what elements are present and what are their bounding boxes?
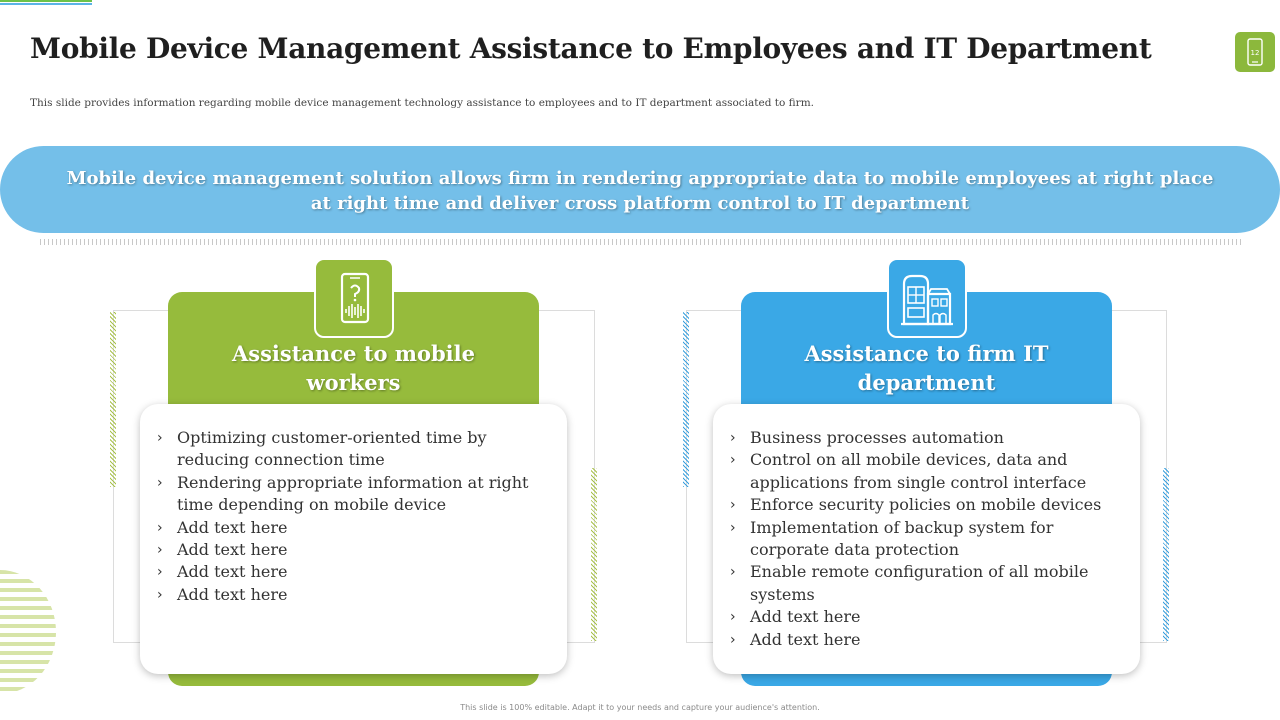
slide-title: Mobile Device Management Assistance to Employees and IT Department [30,32,1152,65]
accent-stripe-green [0,0,92,2]
list-item-text: Implementation of backup system for corporate data protection [750,517,1054,560]
banner-line-1: Mobile device management solution allows firm in rendering appropriate data to mobile employees at right place [66,168,1214,189]
icon-box-right [887,258,967,338]
list-item-text: Enforce security policies on mobile devices [750,495,1102,515]
list-item-text: Add text here [750,629,861,649]
hatch-accent [591,468,597,641]
footer-note: This slide is 100% editable. Adapt it to your needs and capture your audience's attention. [460,703,820,712]
list-item [730,629,1125,651]
striped-circle-decoration [0,570,56,694]
list-item [157,517,552,539]
summary-banner-text [60,166,1220,216]
list-item-text: Add text here [177,517,288,537]
list-item [157,427,552,472]
heading-line-2: department [857,370,996,395]
page-badge [1235,32,1275,72]
banner-line-2: at right time and deliver cross platform control to IT department [310,193,970,214]
list-item-text: Add text here [177,584,288,604]
chevron-right-icon: › [730,497,736,514]
top-accent-stripes [0,0,92,6]
list-item [157,561,552,583]
list-item [730,606,1125,628]
list-item-text: Add text here [177,540,288,560]
chevron-right-icon: › [730,452,736,469]
list-item [157,584,552,606]
list-item-text: Optimizing customer-oriented time by reducing connection time [177,428,487,470]
hatch-accent [1163,468,1169,641]
chevron-right-icon: › [157,430,163,446]
list-item [730,449,1125,494]
hatch-accent [110,312,116,487]
chevron-right-icon: › [730,430,736,446]
card-heading-it-department [741,339,1112,397]
list-item-text: Business processes automation [750,428,1004,447]
hatch-accent [683,312,689,487]
icon-box-left [314,258,394,338]
smartphone-voice-icon [316,260,392,336]
dashed-divider [40,239,1242,245]
chevron-right-icon: › [730,519,736,536]
list-item-text: Enable remote configuration of all mobile systems [750,562,1089,604]
slide-subtitle: This slide provides information regarding mobile device management technology assistance to employees and to IT department associated to firm. [30,97,814,109]
chevron-right-icon: › [157,586,163,603]
list-item [157,539,552,561]
card-heading-mobile-workers [168,339,539,397]
list-item-text: Control on all mobile devices, data and applications from single control interface [750,450,1087,492]
chevron-right-icon: › [730,564,736,581]
list-item-text: Add text here [177,562,288,582]
list-item [730,561,1125,606]
heading-line-1: Assistance to firm IT [804,341,1049,366]
chevron-right-icon: › [157,564,163,581]
chevron-right-icon: › [730,609,736,626]
heading-line-2: workers [306,370,401,395]
chevron-right-icon: › [157,474,163,491]
list-item [730,494,1125,516]
list-item-text: Rendering appropriate information at right time depending on mobile device [177,472,529,515]
list-item-text: Add text here [750,607,861,627]
chevron-right-icon: › [730,631,736,648]
chevron-right-icon: › [157,542,163,559]
mobile-workers-list [157,427,552,606]
list-item [730,517,1125,562]
chevron-right-icon: › [157,519,163,536]
heading-line-1: Assistance to mobile [231,341,476,366]
list-item [157,472,552,517]
it-department-list [730,427,1125,651]
office-building-icon [889,260,965,336]
list-item [730,427,1125,449]
page-number: 12 [1250,49,1260,57]
accent-stripe-blue [0,3,92,5]
